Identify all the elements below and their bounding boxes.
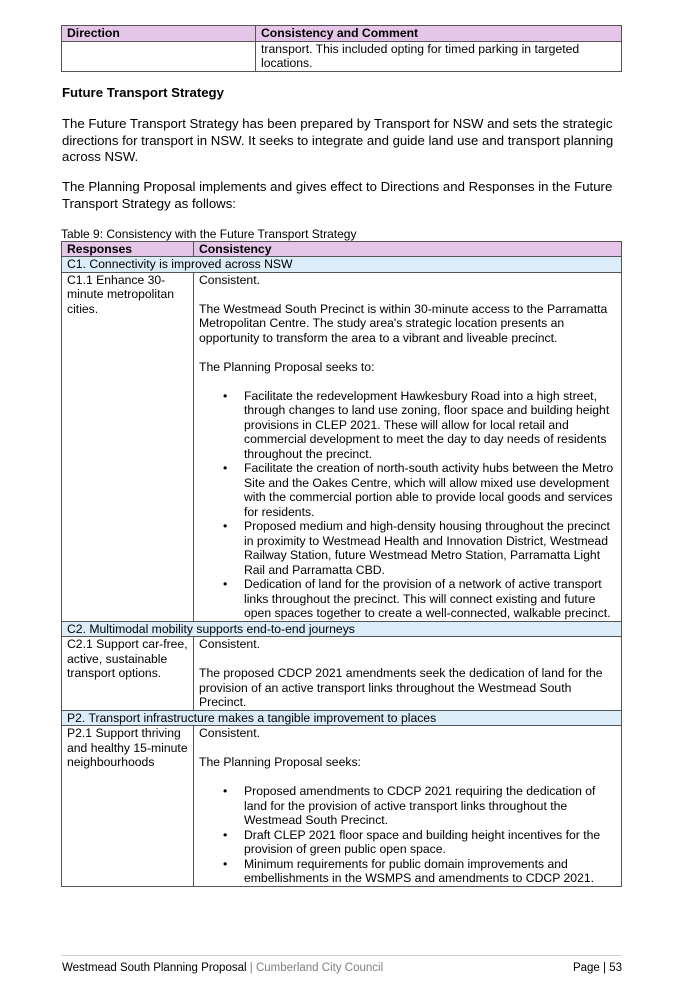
consistency-text: The proposed CDCP 2021 amendments seek the dedication of land for the provision of an active transport links throughout the Westmead South Precinct. bbox=[199, 666, 603, 709]
table-row bbox=[62, 637, 622, 711]
footer-page-number: Page | 53 bbox=[572, 962, 622, 974]
list-item: • Proposed amendments to CDCP 2021 requiring the dedication of land for the provision of active transport links throughout the Westmead South Precinct. bbox=[244, 784, 616, 828]
consistent-label: Consistent. bbox=[199, 637, 260, 651]
list-item: • Dedication of land for the provision of a network of active transport links throughout the precinct. This will connect existing and future open spaces together to create a well-connected, walkable precinct. bbox=[244, 577, 616, 621]
consistency-text: The Westmead South Precinct is within 30-minute access to the Parramatta Metropolitan Centre. The study area's strategic location presents an opportunity to transform the area to a vibrant and liveable precinct. bbox=[199, 301, 608, 345]
bullet-list bbox=[199, 389, 616, 621]
header-consistency: Consistency bbox=[194, 242, 622, 257]
table-row bbox=[62, 272, 622, 621]
consistency-cell bbox=[194, 637, 622, 711]
header-direction: Direction bbox=[62, 26, 256, 42]
table-header-row bbox=[62, 242, 622, 257]
list-item: • Minimum requirements for public domain improvements and embellishments in the WSMPS and amendments to CDCP 2021. bbox=[244, 857, 616, 886]
list-item: • Draft CLEP 2021 floor space and building height incentives for the provision of green public open space. bbox=[244, 828, 616, 857]
consistency-intro: The Planning Proposal seeks to: bbox=[199, 359, 375, 374]
paragraph: The Planning Proposal implements and gives effect to Directions and Responses in the Future Transport Strategy as follows: bbox=[62, 179, 613, 211]
page-footer bbox=[61, 955, 622, 974]
consistent-label: Consistent. bbox=[199, 272, 260, 287]
footer-document-title: Westmead South Planning Proposal bbox=[62, 962, 247, 974]
section-row bbox=[62, 710, 622, 726]
header-responses: Responses bbox=[62, 242, 194, 257]
response-cell: C1.1 Enhance 30-minute metropolitan cities. bbox=[62, 272, 194, 621]
direction-table bbox=[61, 25, 622, 72]
consistency-table bbox=[61, 241, 622, 887]
list-item: • Facilitate the creation of north-south activity hubs between the Metro Site and the Oakes Centre, which will allow mixed use development with the commercial portion able to provide local goods and services for residents. bbox=[244, 461, 616, 519]
table-row bbox=[62, 726, 622, 887]
section-title: C1. Connectivity is improved across NSW bbox=[62, 257, 622, 273]
section-row bbox=[62, 621, 622, 637]
section-title: C2. Multimodal mobility supports end-to-end journeys bbox=[62, 621, 622, 637]
response-cell: P2.1 Support thriving and healthy 15-minute neighbourhoods bbox=[62, 726, 194, 887]
header-consistency-comment: Consistency and Comment bbox=[256, 26, 622, 42]
consistency-intro: The Planning Proposal seeks: bbox=[199, 755, 361, 769]
list-item: • Proposed medium and high-density housing throughout the precinct in proximity to Westmead Health and Innovation District, Westmead Railway Station, future Westmead Metro Station, Parramatta Light Rail and Parramatta CBD. bbox=[244, 519, 616, 577]
paragraph: The Future Transport Strategy has been prepared by Transport for NSW and sets the strategic directions for transport in NSW. It seeks to integrate and guide land use and transport planning across NSW. bbox=[62, 116, 614, 164]
comment-cell: transport. This included opting for timed parking in targeted locations. bbox=[256, 41, 622, 71]
table-caption: Table 9: Consistency with the Future Transport Strategy bbox=[61, 227, 357, 241]
consistency-cell bbox=[194, 726, 622, 887]
footer-title-group bbox=[62, 962, 383, 974]
footer-separator: | bbox=[246, 962, 256, 974]
consistent-label: Consistent. bbox=[199, 726, 260, 740]
list-item: • Facilitate the redevelopment Hawkesbury Road into a high street, through changes to land use zoning, floor space and building height provisions in CLEP 2021. These will allow for local retail and commercial development to meet the day to day needs of residents throughout the precinct. bbox=[244, 389, 616, 462]
response-cell: C2.1 Support car-free, active, sustainable transport options. bbox=[62, 637, 194, 711]
direction-cell bbox=[62, 41, 256, 71]
consistency-cell bbox=[194, 272, 622, 621]
section-row bbox=[62, 257, 622, 273]
footer-organisation: Cumberland City Council bbox=[255, 962, 384, 974]
section-title: P2. Transport infrastructure makes a tangible improvement to places bbox=[62, 710, 622, 726]
table-header-row bbox=[62, 26, 622, 42]
table-row bbox=[62, 41, 622, 71]
bullet-list bbox=[199, 784, 616, 886]
section-heading: Future Transport Strategy bbox=[62, 85, 224, 100]
